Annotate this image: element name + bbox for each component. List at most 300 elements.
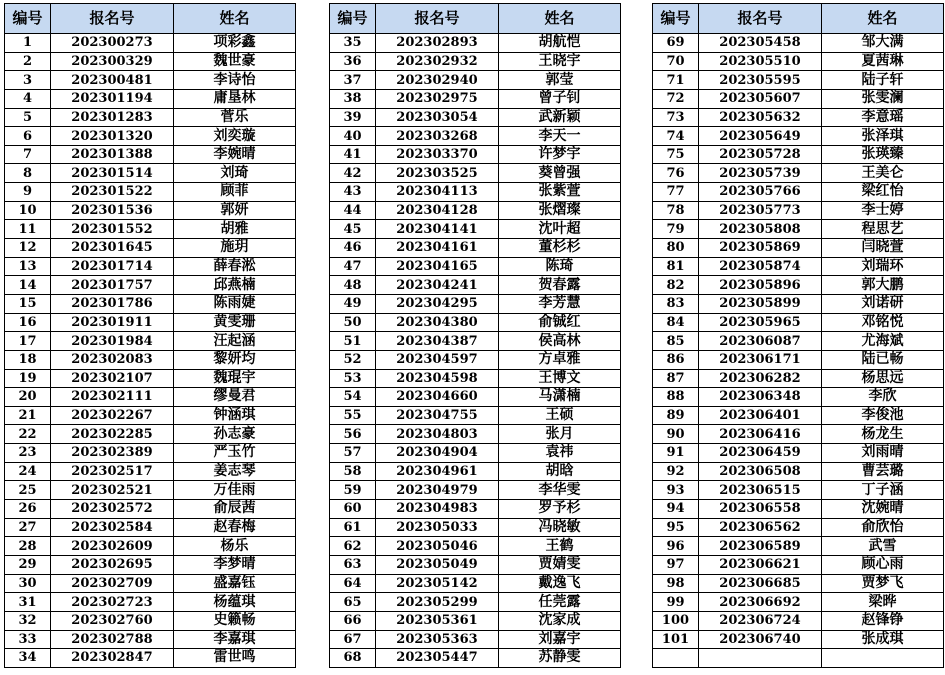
row-name: 张熠璨	[499, 201, 621, 220]
row-name: 杨思远	[822, 369, 944, 388]
row-reg-no: 202304979	[376, 481, 499, 500]
row-index: 81	[653, 257, 699, 276]
row-reg-no: 202305728	[699, 145, 822, 164]
row-reg-no: 202304141	[376, 220, 499, 239]
table-row	[653, 406, 944, 425]
row-name: 俞辰茜	[174, 500, 296, 519]
table-row	[653, 201, 944, 220]
row-index: 12	[5, 239, 51, 258]
row-index: 92	[653, 462, 699, 481]
row-reg-no: 202306348	[699, 388, 822, 407]
row-reg-no: 202301552	[51, 220, 174, 239]
row-name: 葵曾强	[499, 164, 621, 183]
row-reg-no: 202302723	[51, 593, 174, 612]
row-index: 91	[653, 444, 699, 463]
table-row	[653, 444, 944, 463]
header-reg-no: 报名号	[699, 4, 822, 34]
row-name: 缪曼君	[174, 388, 296, 407]
row-reg-no: 202301283	[51, 108, 174, 127]
row-reg-no: 202305632	[699, 108, 822, 127]
row-name: 俞欣怡	[822, 518, 944, 537]
row-index: 87	[653, 369, 699, 388]
table-row	[653, 145, 944, 164]
row-name: 贺春露	[499, 276, 621, 295]
row-index: 35	[330, 34, 376, 53]
row-reg-no: 202304113	[376, 183, 499, 202]
table-row	[330, 481, 621, 500]
row-index: 90	[653, 425, 699, 444]
table-row	[330, 611, 621, 630]
row-reg-no: 202306724	[699, 611, 822, 630]
row-reg-no: 202305874	[699, 257, 822, 276]
row-reg-no: 202306508	[699, 462, 822, 481]
table-row	[330, 201, 621, 220]
row-index: 56	[330, 425, 376, 444]
row-name: 梁红怡	[822, 183, 944, 202]
row-index: 41	[330, 145, 376, 164]
row-index: 80	[653, 239, 699, 258]
row-reg-no: 202301984	[51, 332, 174, 351]
table-row	[5, 294, 296, 313]
row-reg-no: 202306740	[699, 630, 822, 649]
table-row	[653, 220, 944, 239]
row-name: 李意瑶	[822, 108, 944, 127]
row-reg-no: 202301786	[51, 294, 174, 313]
row-name: 侯高林	[499, 332, 621, 351]
table-row	[330, 369, 621, 388]
row-index: 61	[330, 518, 376, 537]
row-index: 44	[330, 201, 376, 220]
row-reg-no: 202301714	[51, 257, 174, 276]
row-index: 71	[653, 71, 699, 90]
table-row	[653, 388, 944, 407]
row-name: 袁祎	[499, 444, 621, 463]
row-index: 24	[5, 462, 51, 481]
row-index: 7	[5, 145, 51, 164]
table-row	[653, 611, 944, 630]
row-name: 李梦晴	[174, 555, 296, 574]
row-index: 48	[330, 276, 376, 295]
row-name: 陆子轩	[822, 71, 944, 90]
table-row	[5, 164, 296, 183]
row-name: 张成琪	[822, 630, 944, 649]
row-index: 68	[330, 649, 376, 668]
header-row	[653, 4, 944, 34]
table-row	[5, 369, 296, 388]
table-row	[5, 108, 296, 127]
row-name: 魏世豪	[174, 52, 296, 71]
row-name: 孙志豪	[174, 425, 296, 444]
row-reg-no: 202304598	[376, 369, 499, 388]
row-index: 37	[330, 71, 376, 90]
row-name: 赵锋铮	[822, 611, 944, 630]
row-name: 丁子涵	[822, 481, 944, 500]
row-index: 94	[653, 500, 699, 519]
table-row	[653, 649, 944, 668]
roster-table-2	[329, 3, 621, 668]
row-index: 52	[330, 350, 376, 369]
row-reg-no: 202302893	[376, 34, 499, 53]
table-row	[5, 444, 296, 463]
row-name: 许梦宇	[499, 145, 621, 164]
table-row	[653, 593, 944, 612]
row-index: 50	[330, 313, 376, 332]
row-index: 10	[5, 201, 51, 220]
row-index: 88	[653, 388, 699, 407]
row-name: 雷世鸣	[174, 649, 296, 668]
row-index: 34	[5, 649, 51, 668]
table-row	[653, 313, 944, 332]
row-index: 17	[5, 332, 51, 351]
row-index: 53	[330, 369, 376, 388]
row-reg-no: 202303370	[376, 145, 499, 164]
row-reg-no: 202304165	[376, 257, 499, 276]
table-row	[330, 71, 621, 90]
row-reg-no: 202306621	[699, 555, 822, 574]
row-name: 顾心雨	[822, 555, 944, 574]
table-row	[5, 593, 296, 612]
table-row	[653, 276, 944, 295]
row-index: 32	[5, 611, 51, 630]
row-name: 杨蕴琪	[174, 593, 296, 612]
table-row	[5, 276, 296, 295]
row-index: 72	[653, 89, 699, 108]
roster-table-3	[652, 3, 944, 668]
row-name: 闫晓萱	[822, 239, 944, 258]
row-reg-no: 202302572	[51, 500, 174, 519]
row-index: 69	[653, 34, 699, 53]
table-row	[653, 462, 944, 481]
row-name: 李欣	[822, 388, 944, 407]
row-index: 21	[5, 406, 51, 425]
table-row	[5, 630, 296, 649]
row-index	[653, 649, 699, 668]
table-row	[330, 183, 621, 202]
header-row	[5, 4, 296, 34]
table-row	[330, 294, 621, 313]
row-name: 邓铭悦	[822, 313, 944, 332]
table-row	[330, 52, 621, 71]
row-reg-no: 202304128	[376, 201, 499, 220]
row-index: 51	[330, 332, 376, 351]
row-reg-no: 202305808	[699, 220, 822, 239]
row-index: 19	[5, 369, 51, 388]
row-reg-no: 202305739	[699, 164, 822, 183]
row-name: 刘奕璇	[174, 127, 296, 146]
row-name: 邱燕楠	[174, 276, 296, 295]
row-reg-no: 202306558	[699, 500, 822, 519]
table-row	[653, 71, 944, 90]
table-row	[5, 574, 296, 593]
row-index: 59	[330, 481, 376, 500]
roster-table-1	[4, 3, 296, 668]
table-row	[653, 239, 944, 258]
row-name: 贾梦飞	[822, 574, 944, 593]
row-reg-no: 202302517	[51, 462, 174, 481]
row-name: 陈琦	[499, 257, 621, 276]
row-name: 史籁畅	[174, 611, 296, 630]
header-reg-no: 报名号	[376, 4, 499, 34]
row-reg-no: 202302975	[376, 89, 499, 108]
table-row	[330, 276, 621, 295]
row-index: 46	[330, 239, 376, 258]
row-name: 武雪	[822, 537, 944, 556]
row-index: 57	[330, 444, 376, 463]
row-name: 刘诺研	[822, 294, 944, 313]
row-index: 101	[653, 630, 699, 649]
row-index: 3	[5, 71, 51, 90]
row-reg-no: 202300273	[51, 34, 174, 53]
row-name: 苏静雯	[499, 649, 621, 668]
table-row	[653, 89, 944, 108]
row-reg-no: 202301757	[51, 276, 174, 295]
row-name: 李士婷	[822, 201, 944, 220]
row-reg-no: 202304660	[376, 388, 499, 407]
row-reg-no: 202301514	[51, 164, 174, 183]
table-row	[653, 481, 944, 500]
table-row	[330, 388, 621, 407]
row-name: 陈雨婕	[174, 294, 296, 313]
row-index: 45	[330, 220, 376, 239]
row-name: 刘嘉宇	[499, 630, 621, 649]
table-row	[330, 555, 621, 574]
table-row	[5, 239, 296, 258]
row-index: 65	[330, 593, 376, 612]
row-reg-no: 202304387	[376, 332, 499, 351]
row-reg-no: 202304161	[376, 239, 499, 258]
row-name: 董杉杉	[499, 239, 621, 258]
row-index: 79	[653, 220, 699, 239]
row-index: 1	[5, 34, 51, 53]
row-reg-no: 202305361	[376, 611, 499, 630]
row-index: 11	[5, 220, 51, 239]
row-index: 9	[5, 183, 51, 202]
row-name: 冯晓敏	[499, 518, 621, 537]
header-name: 姓名	[499, 4, 621, 34]
roster-body	[653, 34, 944, 668]
table-row	[330, 257, 621, 276]
row-name: 钟涵琪	[174, 406, 296, 425]
row-name: 曾子钊	[499, 89, 621, 108]
row-reg-no: 202304380	[376, 313, 499, 332]
table-row	[653, 555, 944, 574]
row-index: 22	[5, 425, 51, 444]
row-reg-no: 202301536	[51, 201, 174, 220]
table-row	[653, 425, 944, 444]
table-row	[330, 649, 621, 668]
row-name: 李嘉琪	[174, 630, 296, 649]
table-row	[653, 574, 944, 593]
row-name: 黎妍均	[174, 350, 296, 369]
row-index: 98	[653, 574, 699, 593]
row-name: 郭妍	[174, 201, 296, 220]
row-reg-no: 202304295	[376, 294, 499, 313]
row-name: 汪起涵	[174, 332, 296, 351]
row-reg-no: 202306685	[699, 574, 822, 593]
header-index: 编号	[653, 4, 699, 34]
row-index: 40	[330, 127, 376, 146]
row-name: 李婉晴	[174, 145, 296, 164]
row-name: 杨乐	[174, 537, 296, 556]
table-row	[330, 425, 621, 444]
row-name: 梁晔	[822, 593, 944, 612]
table-row	[653, 500, 944, 519]
row-index: 100	[653, 611, 699, 630]
row-name: 薛春淞	[174, 257, 296, 276]
row-reg-no: 202305049	[376, 555, 499, 574]
row-name: 郭莹	[499, 71, 621, 90]
table-row	[5, 332, 296, 351]
table-row	[330, 350, 621, 369]
row-name: 曹芸璐	[822, 462, 944, 481]
row-reg-no: 202306171	[699, 350, 822, 369]
row-reg-no: 202302788	[51, 630, 174, 649]
row-reg-no: 202302847	[51, 649, 174, 668]
table-row	[5, 71, 296, 90]
row-index: 29	[5, 555, 51, 574]
row-reg-no: 202300481	[51, 71, 174, 90]
row-reg-no: 202306562	[699, 518, 822, 537]
table-row	[330, 145, 621, 164]
table-row	[330, 537, 621, 556]
table-row	[5, 500, 296, 519]
row-index: 20	[5, 388, 51, 407]
row-index: 82	[653, 276, 699, 295]
row-reg-no: 202304961	[376, 462, 499, 481]
row-index: 95	[653, 518, 699, 537]
row-name: 张雯澜	[822, 89, 944, 108]
table-row	[653, 34, 944, 53]
row-name: 李俊池	[822, 406, 944, 425]
table-row	[5, 313, 296, 332]
row-reg-no: 202302083	[51, 350, 174, 369]
row-reg-no: 202304983	[376, 500, 499, 519]
row-index: 77	[653, 183, 699, 202]
row-index: 25	[5, 481, 51, 500]
header-name: 姓名	[822, 4, 944, 34]
row-reg-no	[699, 649, 822, 668]
table-row	[330, 220, 621, 239]
row-reg-no: 202305046	[376, 537, 499, 556]
row-reg-no: 202303054	[376, 108, 499, 127]
row-name: 沈家成	[499, 611, 621, 630]
row-name: 陆已畅	[822, 350, 944, 369]
table-row	[5, 425, 296, 444]
row-index: 76	[653, 164, 699, 183]
row-name: 李天一	[499, 127, 621, 146]
table-row	[330, 89, 621, 108]
table-row	[330, 518, 621, 537]
table-row	[330, 332, 621, 351]
row-name: 王晓宇	[499, 52, 621, 71]
row-name: 刘雨晴	[822, 444, 944, 463]
row-reg-no: 202305595	[699, 71, 822, 90]
row-index: 89	[653, 406, 699, 425]
row-index: 78	[653, 201, 699, 220]
row-index: 74	[653, 127, 699, 146]
row-name: 王博文	[499, 369, 621, 388]
table-row	[653, 183, 944, 202]
row-reg-no: 202302940	[376, 71, 499, 90]
row-reg-no: 202301522	[51, 183, 174, 202]
row-reg-no: 202301911	[51, 313, 174, 332]
row-index: 36	[330, 52, 376, 71]
row-name: 郭大鹏	[822, 276, 944, 295]
row-name: 王鹤	[499, 537, 621, 556]
row-name: 任莞露	[499, 593, 621, 612]
row-name: 黄雯珊	[174, 313, 296, 332]
row-name: 李华雯	[499, 481, 621, 500]
row-name: 李诗怡	[174, 71, 296, 90]
row-index: 62	[330, 537, 376, 556]
row-index: 18	[5, 350, 51, 369]
table-row	[5, 388, 296, 407]
row-index: 49	[330, 294, 376, 313]
row-name: 马潇楠	[499, 388, 621, 407]
table-row	[653, 257, 944, 276]
row-name: 魏琨宇	[174, 369, 296, 388]
row-index: 97	[653, 555, 699, 574]
row-reg-no: 202302695	[51, 555, 174, 574]
row-index: 16	[5, 313, 51, 332]
row-index: 4	[5, 89, 51, 108]
row-reg-no: 202305766	[699, 183, 822, 202]
row-reg-no: 202305773	[699, 201, 822, 220]
row-index: 67	[330, 630, 376, 649]
row-reg-no: 202306401	[699, 406, 822, 425]
row-name: 沈叶超	[499, 220, 621, 239]
row-index: 75	[653, 145, 699, 164]
row-reg-no: 202304803	[376, 425, 499, 444]
header-row	[330, 4, 621, 34]
table-row	[5, 462, 296, 481]
row-name: 俞铖红	[499, 313, 621, 332]
row-index: 54	[330, 388, 376, 407]
row-reg-no: 202305899	[699, 294, 822, 313]
row-name	[822, 649, 944, 668]
row-reg-no: 202301388	[51, 145, 174, 164]
row-name: 张泽琪	[822, 127, 944, 146]
row-index: 38	[330, 89, 376, 108]
table-row	[5, 611, 296, 630]
row-index: 43	[330, 183, 376, 202]
row-name: 盛嘉钰	[174, 574, 296, 593]
row-name: 赵春梅	[174, 518, 296, 537]
row-name: 严玉竹	[174, 444, 296, 463]
row-name: 张瑛臻	[822, 145, 944, 164]
row-reg-no: 202306087	[699, 332, 822, 351]
table-row	[5, 555, 296, 574]
roster-body	[330, 34, 621, 668]
row-index: 60	[330, 500, 376, 519]
table-row	[330, 630, 621, 649]
row-reg-no: 202302107	[51, 369, 174, 388]
row-reg-no: 202302285	[51, 425, 174, 444]
row-reg-no: 202302760	[51, 611, 174, 630]
row-name: 戴逸飞	[499, 574, 621, 593]
row-reg-no: 202301320	[51, 127, 174, 146]
table-row	[653, 518, 944, 537]
table-row	[5, 127, 296, 146]
table-row	[5, 145, 296, 164]
row-index: 27	[5, 518, 51, 537]
row-reg-no: 202305965	[699, 313, 822, 332]
row-name: 王硕	[499, 406, 621, 425]
row-index: 15	[5, 294, 51, 313]
table-row	[330, 593, 621, 612]
row-name: 顾菲	[174, 183, 296, 202]
row-name: 姜志琴	[174, 462, 296, 481]
